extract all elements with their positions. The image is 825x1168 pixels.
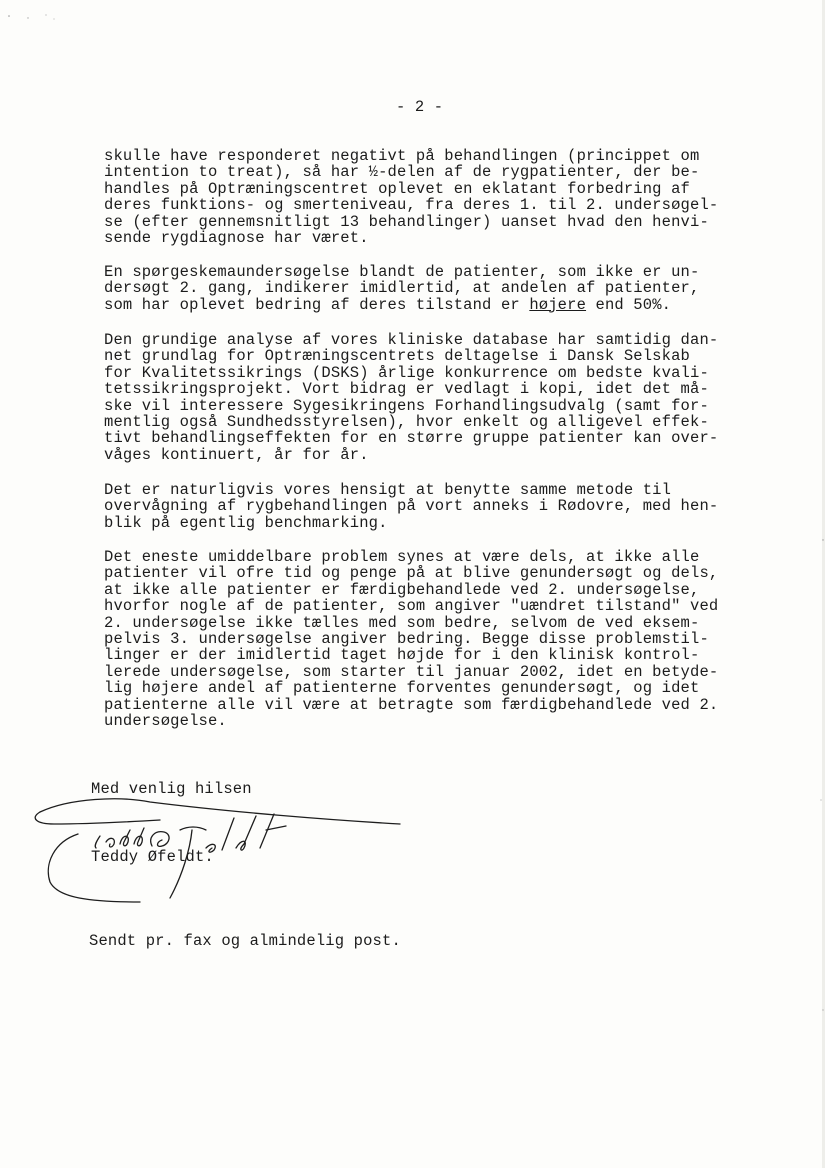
paragraph-4 [104,482,744,531]
text-line: se (efter gennemsnitligt 13 behandlinger) uanset hvad den henvi- [104,212,709,231]
text-line: lerede undersøgelse, som starter til januar 2002, idet en betyde- [104,662,719,681]
text-segment: end 50%. [586,295,672,314]
sent-note: Sendt pr. fax og almindelig post. [89,932,401,950]
paragraph-1 [104,148,744,246]
text-line: Det er naturligvis vores hensigt at benytte samme metode til [104,481,672,499]
text-line: patienter vil ofre tid og penge på at blive genundersøgt og dels, [104,564,719,583]
text-line: Det eneste umiddelbare problem synes at være dels, at ikke alle [104,548,700,566]
text-line: overvågning af rygbehandlingen på vort anneks i Rødovre, med hen- [104,497,719,516]
closing-salutation: Med venlig hilsen [91,780,252,798]
text-line: tivt behandlingseffekten for en større gruppe patienter kan over- [104,429,719,448]
text-line: tetssikringsprojekt. Vort bidrag er vedlagt i kopi, idet det må- [104,380,709,399]
text-line: at ikke alle patienter er færdigbehandlede ved 2. undersøgelse, [104,580,700,599]
text-line-with-emphasis [104,297,744,313]
underlined-word: højere [529,295,587,314]
text-line: linger er der imidlertid taget højde for i den klinisk kontrol- [104,646,700,665]
text-line: dersøgt 2. gang, indikerer imidlertid, at andelen af patienter, [104,279,700,298]
text-line: mentlig også Sundhedsstyrelsen), hvor enkelt og alligevel effek- [104,412,709,431]
text-line: undersøgelse. [104,711,227,730]
scan-speck-marks [6,12,66,22]
text-line: patienterne alle vil være at betragte som færdigbehandlede ved 2. [104,695,719,714]
text-line: intention to treat), så har ½-delen af de rygpatienter, der be- [104,163,700,182]
text-line: handles på Optræningscentret oplevet en eklatant forbedring af [104,179,690,198]
text-line: Den grundige analyse af vores kliniske database har samtidig dan- [104,331,719,349]
text-line: for Kvalitetssikrings (DSKS) årlige konkurrence om bedste kvali- [104,363,709,382]
text-line: ske vil interessere Sygesikringens Forhandlingsudvalg (samt for- [104,396,709,415]
paragraph-5 [104,549,744,729]
paragraph-3 [104,332,744,463]
text-line: 2. undersøgelse ikke tælles med som bedre, selvom de ved eksem- [104,613,700,632]
handwritten-signature [30,790,410,910]
signer-name: Teddy Øfeldt. [91,848,214,866]
text-line: En spørgeskemaundersøgelse blandt de patienter, som ikke er un- [104,263,700,281]
paragraph-2 [104,264,744,313]
text-line: deres funktions- og smerteniveau, fra deres 1. til 2. undersøgel- [104,196,719,215]
text-line: blik på egentlig benchmarking. [104,513,388,532]
text-segment: som har oplevet bedring af deres tilstand er [104,295,530,314]
text-line: lig højere andel af patienterne forventes genundersøgt, og idet [104,679,700,698]
text-line: net grundlag for Optræningscentrets deltagelse i Dansk Selskab [104,347,690,366]
text-line: våges kontinuert, år for år. [104,445,369,464]
text-line: skulle have responderet negativt på behandlingen (princippet om [104,147,700,165]
page-number: - 2 - [396,98,444,116]
text-line: hvorfor nogle af de patienter, som angiver "uændret tilstand" ved [104,597,719,616]
scan-edge-noise [811,0,825,1168]
text-line: pelvis 3. undersøgelse angiver bedring. Begge disse problemstil- [104,629,709,648]
text-line: sende rygdiagnose har været. [104,228,369,247]
